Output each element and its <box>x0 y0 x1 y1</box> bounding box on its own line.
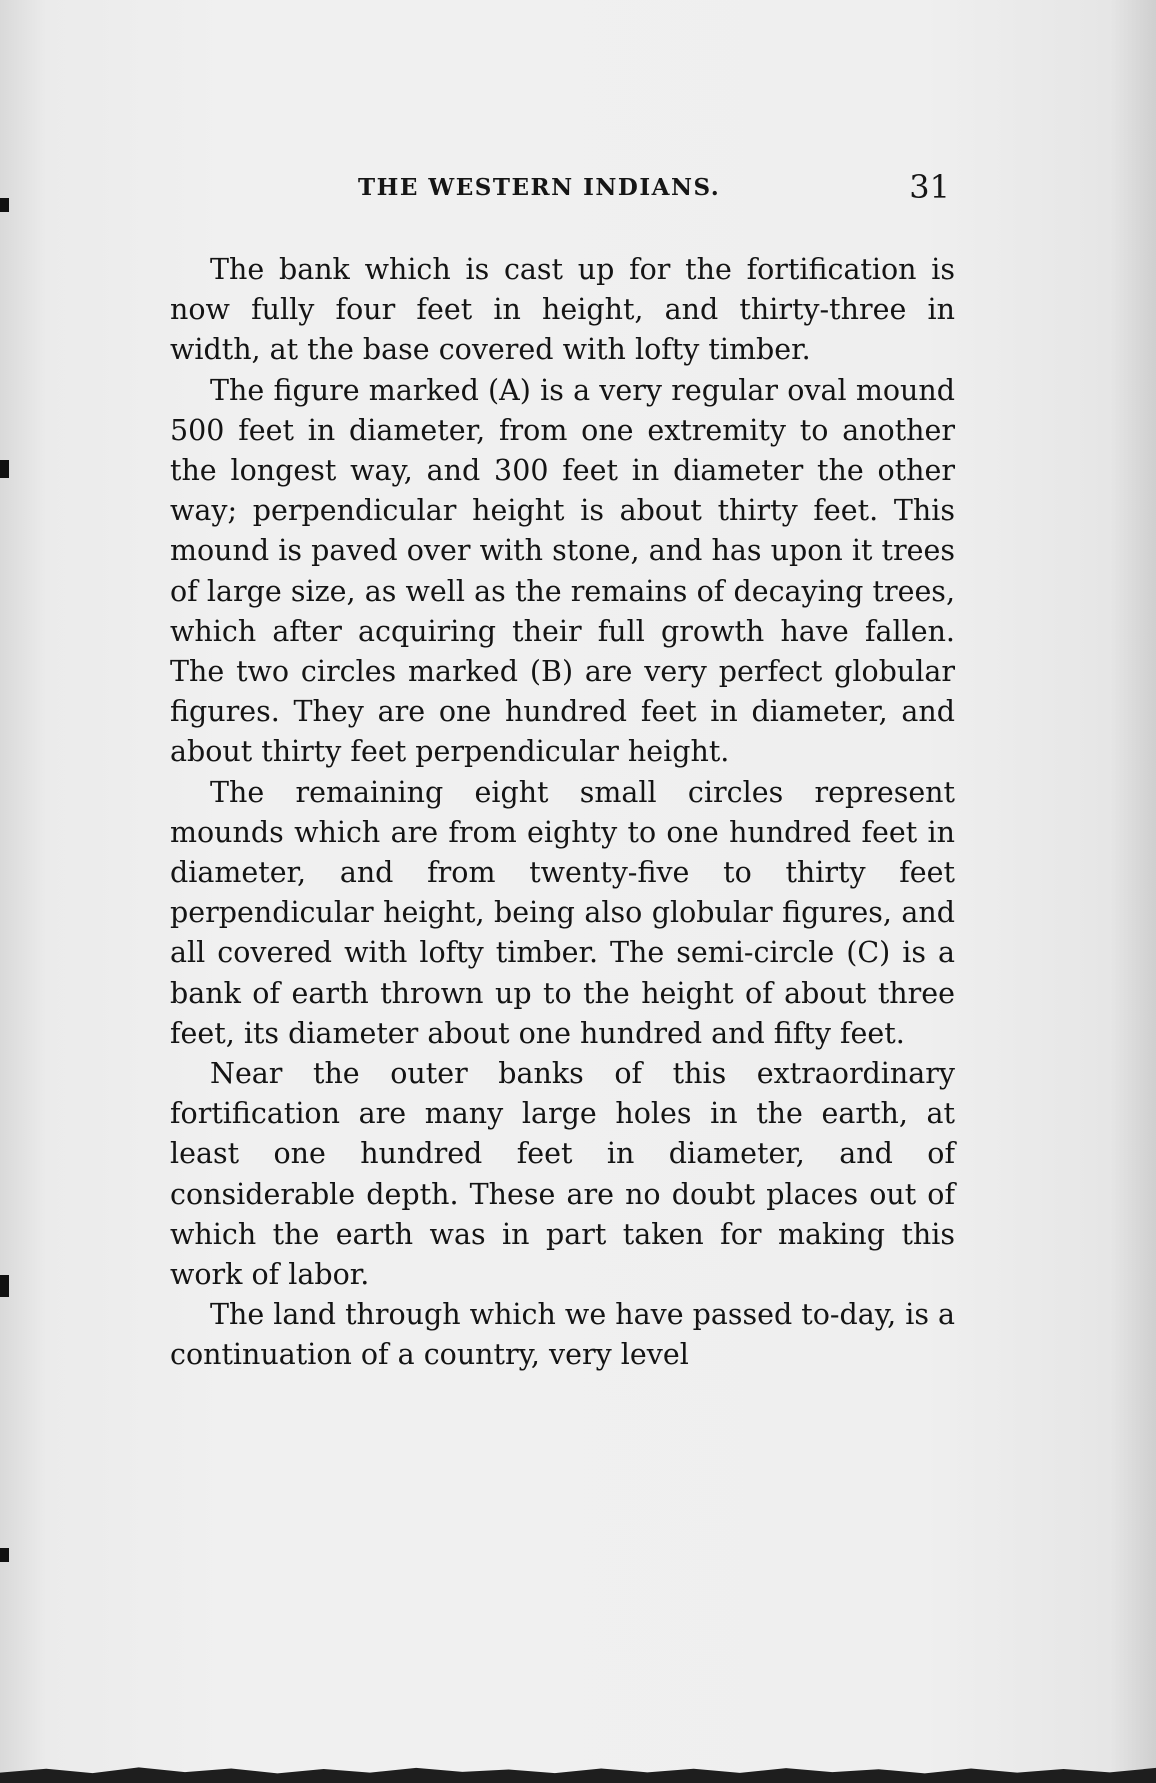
binding-mark <box>0 1548 9 1562</box>
running-title: THE WESTERN INDIANS. <box>358 174 721 201</box>
binding-mark <box>0 1275 9 1297</box>
torn-page-edge <box>0 1757 1156 1783</box>
body-text <box>170 250 955 1376</box>
paragraph: The bank which is cast up for the fortification is now fully four feet in height, and thirty-three in width, at the base covered with lofty timber. <box>170 253 955 367</box>
paragraph: The remaining eight small circles represent mounds which are from eighty to one hundred feet in diameter, and from twenty-five to thirty feet perpendicular height, being also globular figures, and all covered with lofty timber. The semi-circle (C) is a bank of earth thrown up to the height of about three feet, its diameter about one hundred and fifty feet. <box>170 775 955 1050</box>
paragraph: The land through which we have passed to-day, is a continuation of a country, very level <box>170 1298 955 1372</box>
binding-mark <box>0 460 9 478</box>
paragraph: Near the outer banks of this extraordinary fortification are many large holes in the earth, at least one hundred feet in diameter, and of considerable depth. These are no doubt places out of which the earth was in part taken for making this work of labor. <box>170 1057 955 1292</box>
paragraph: The figure marked (A) is a very regular oval mound 500 feet in diameter, from one extremity to another the longest way, and 300 feet in diameter the other way; perpendicular height is about thirty feet. This mound is paved over with stone, and has upon it trees of large size, as well as the remains of decaying trees, which after acquiring their full growth have fallen. The two circles marked (B) are very perfect globular figures. They are one hundred feet in diameter, and about thirty feet perpendicular height. <box>170 373 955 769</box>
page-number: 31 <box>909 168 950 206</box>
binding-mark <box>0 198 9 212</box>
page-header <box>170 168 950 208</box>
